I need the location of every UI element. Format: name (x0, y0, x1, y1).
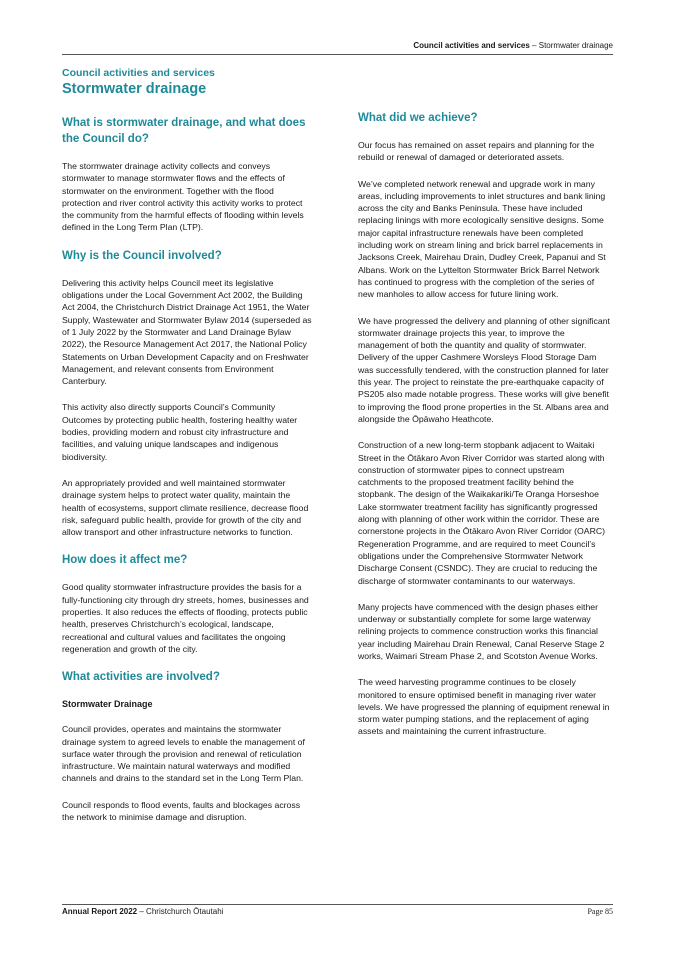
right-column (358, 110, 610, 752)
paragraph: Council provides, operates and maintains the stormwater drainage system to agreed levels to enable the management of surface water through the provision and renewal of reticulation infrastructure. We maintain natural waterways and modified channels and drains to the standard set in the Long Term Plan. (62, 724, 305, 784)
heading-why: Why is the Council involved? (62, 249, 222, 262)
section-why (62, 248, 314, 539)
heading-what-is: What is stormwater drainage, and what does the Council do? (62, 117, 306, 145)
section-affect (62, 552, 314, 655)
footer-place: Christchurch Ōtautahi (146, 907, 224, 916)
running-header-topic: Stormwater drainage (538, 41, 613, 50)
footer-report-title: Annual Report 2022 (62, 907, 138, 916)
paragraph: Council responds to flood events, faults and blockages across the network to minimise damage and disruption. (62, 799, 301, 822)
paragraph: Good quality stormwater infrastructure provides the basis for a fully-functioning city through dry streets, homes, businesses and properties. It also reduces the effects of flooding, protects public health, preserves Christchurch’s ecological, landscape, recreational and cultural values and facilitates the ongoing regeneration and growth of the city. (62, 582, 309, 654)
footer-report (62, 907, 223, 916)
section-activities (62, 669, 314, 823)
paragraph: Our focus has remained on asset repairs and planning for the rebuild or renewal of damaged or deteriorated assets. (358, 140, 595, 163)
subheading-stormwater-drainage: Stormwater Drainage (62, 699, 153, 710)
page-title: Stormwater drainage (62, 81, 207, 97)
left-column (62, 66, 314, 837)
paragraph: Many projects have commenced with the design phases either underway or substantially complete for some large waterway relining projects to commence construction works this financial year including Mairehau Drain Renewal, Canal Reserve Stage 2 works, Waimari Stream Phase 2, and Scotston Avenue Works. (358, 601, 605, 661)
footer-separator: – (137, 907, 147, 916)
header-rule (62, 54, 613, 55)
paragraph: The weed harvesting programme continues to be closely monitored to ensure optimised benefit in managing river water levels. We have progressed the planning of equipment renewal in storm water pumping stations, and the replacement of aging assets and maintaining the current infrastructure. (358, 677, 610, 737)
paragraph: We’ve completed network renewal and upgrade work in many areas, including improvements to inlet structures and bank lining across the city and Banks Peninsula. These have included replacing linings with more ecologically sensitive designs. Some major capital infrastructure renewals have been completed including work on stream lining and brick barrel replacements in Jacksons Creek, Mairehau Drain, Dudley Creek, Papanui and St Albans. Work on the Lyttelton Stormwater Brick Barrel Network has continued to progress with the completion of the series of new manholes to allow access for future lining work. (358, 178, 606, 300)
paragraph: Construction of a new long-term stopbank adjacent to Waitaki Street in the Ōtākaro Avon River Corridor was started along with construction of stormwater pipes to connect upstream catchments to the proposed treatment facility behind the stopbank. The design of the Waikakariki/Te Oranga Horseshoe Lake stormwater treatment facility has significantly progressed along with planning of other work within the corridor. These are cornerstone projects in the Ōtākaro Avon River Corridor (OARC) Regeneration Programme, and are required to meet Council’s obligations under the Comprehensive Stormwater Network Discharge Consent (CSNDC). They are crucial to reducing the discharge of stormwater contaminants to our waterways. (358, 440, 606, 586)
running-header-separator: – (529, 41, 539, 50)
section-what-is (62, 115, 314, 234)
paragraph: An appropriately provided and well maintained stormwater drainage system helps to protect water quality, maintain the health of ecosystems, support climate resilience, decrease flood risk, safeguard public health, provide for growth of the city and allow transport and other infrastructure networks to function. (62, 477, 309, 538)
heading-achieve: What did we achieve? (358, 112, 478, 124)
heading-affect: How does it affect me? (62, 554, 188, 567)
running-header-section: Council activities and services (413, 41, 530, 50)
paragraph: This activity also directly supports Council’s Community Outcomes by protecting public health, fostering healthy water bodies, providing modern and robust city infrastructure and facilities, and valuing unique landscapes and indigenous biodiversity. (62, 402, 298, 462)
page-number: Page 85 (587, 907, 613, 916)
page-kicker: Council activities and services (62, 67, 215, 79)
running-header (413, 41, 613, 50)
heading-activities: What activities are involved? (62, 671, 220, 684)
paragraph: Delivering this activity helps Council meet its legislative obligations under the Local Government Act 2002, the Building Act 2004, the Christchurch District Drainage Act 1951, the Water Supply, Wastewater and Stormwater Bylaw 2014 (superseded as of 1 July 2022 by the Stormwater and Land Drainage Bylaw 2022), the Resource Management Act 2017, the National Policy Statements on Urban Development Capacity and on Freshwater Management, and relevant consents from Environment Canterbury. (62, 277, 312, 387)
footer-rule (62, 904, 613, 905)
paragraph: The stormwater drainage activity collects and conveys stormwater to manage stormwater flows and the effects of stormwater on the environment. Together with the flood protection and river control activity this activity works to protect the community from the harmful effects of flooding within levels defined in the Long Term Plan (LTP). (62, 161, 304, 233)
paragraph: We have progressed the delivery and planning of other significant stormwater drainage projects this year, to improve the management of both the quantity and quality of stormwater. Delivery of the upper Cashmere Worsleys Flood Storage Dam was successfully tendered, with the construction planned for later this year. The project to reinstate the pre-earthquake capacity of PS205 also made notable progress. These works will give benefit to improving the flood prone properties in the St. Albans area and alongside the Ōpāwaho Heathcote. (358, 315, 610, 424)
